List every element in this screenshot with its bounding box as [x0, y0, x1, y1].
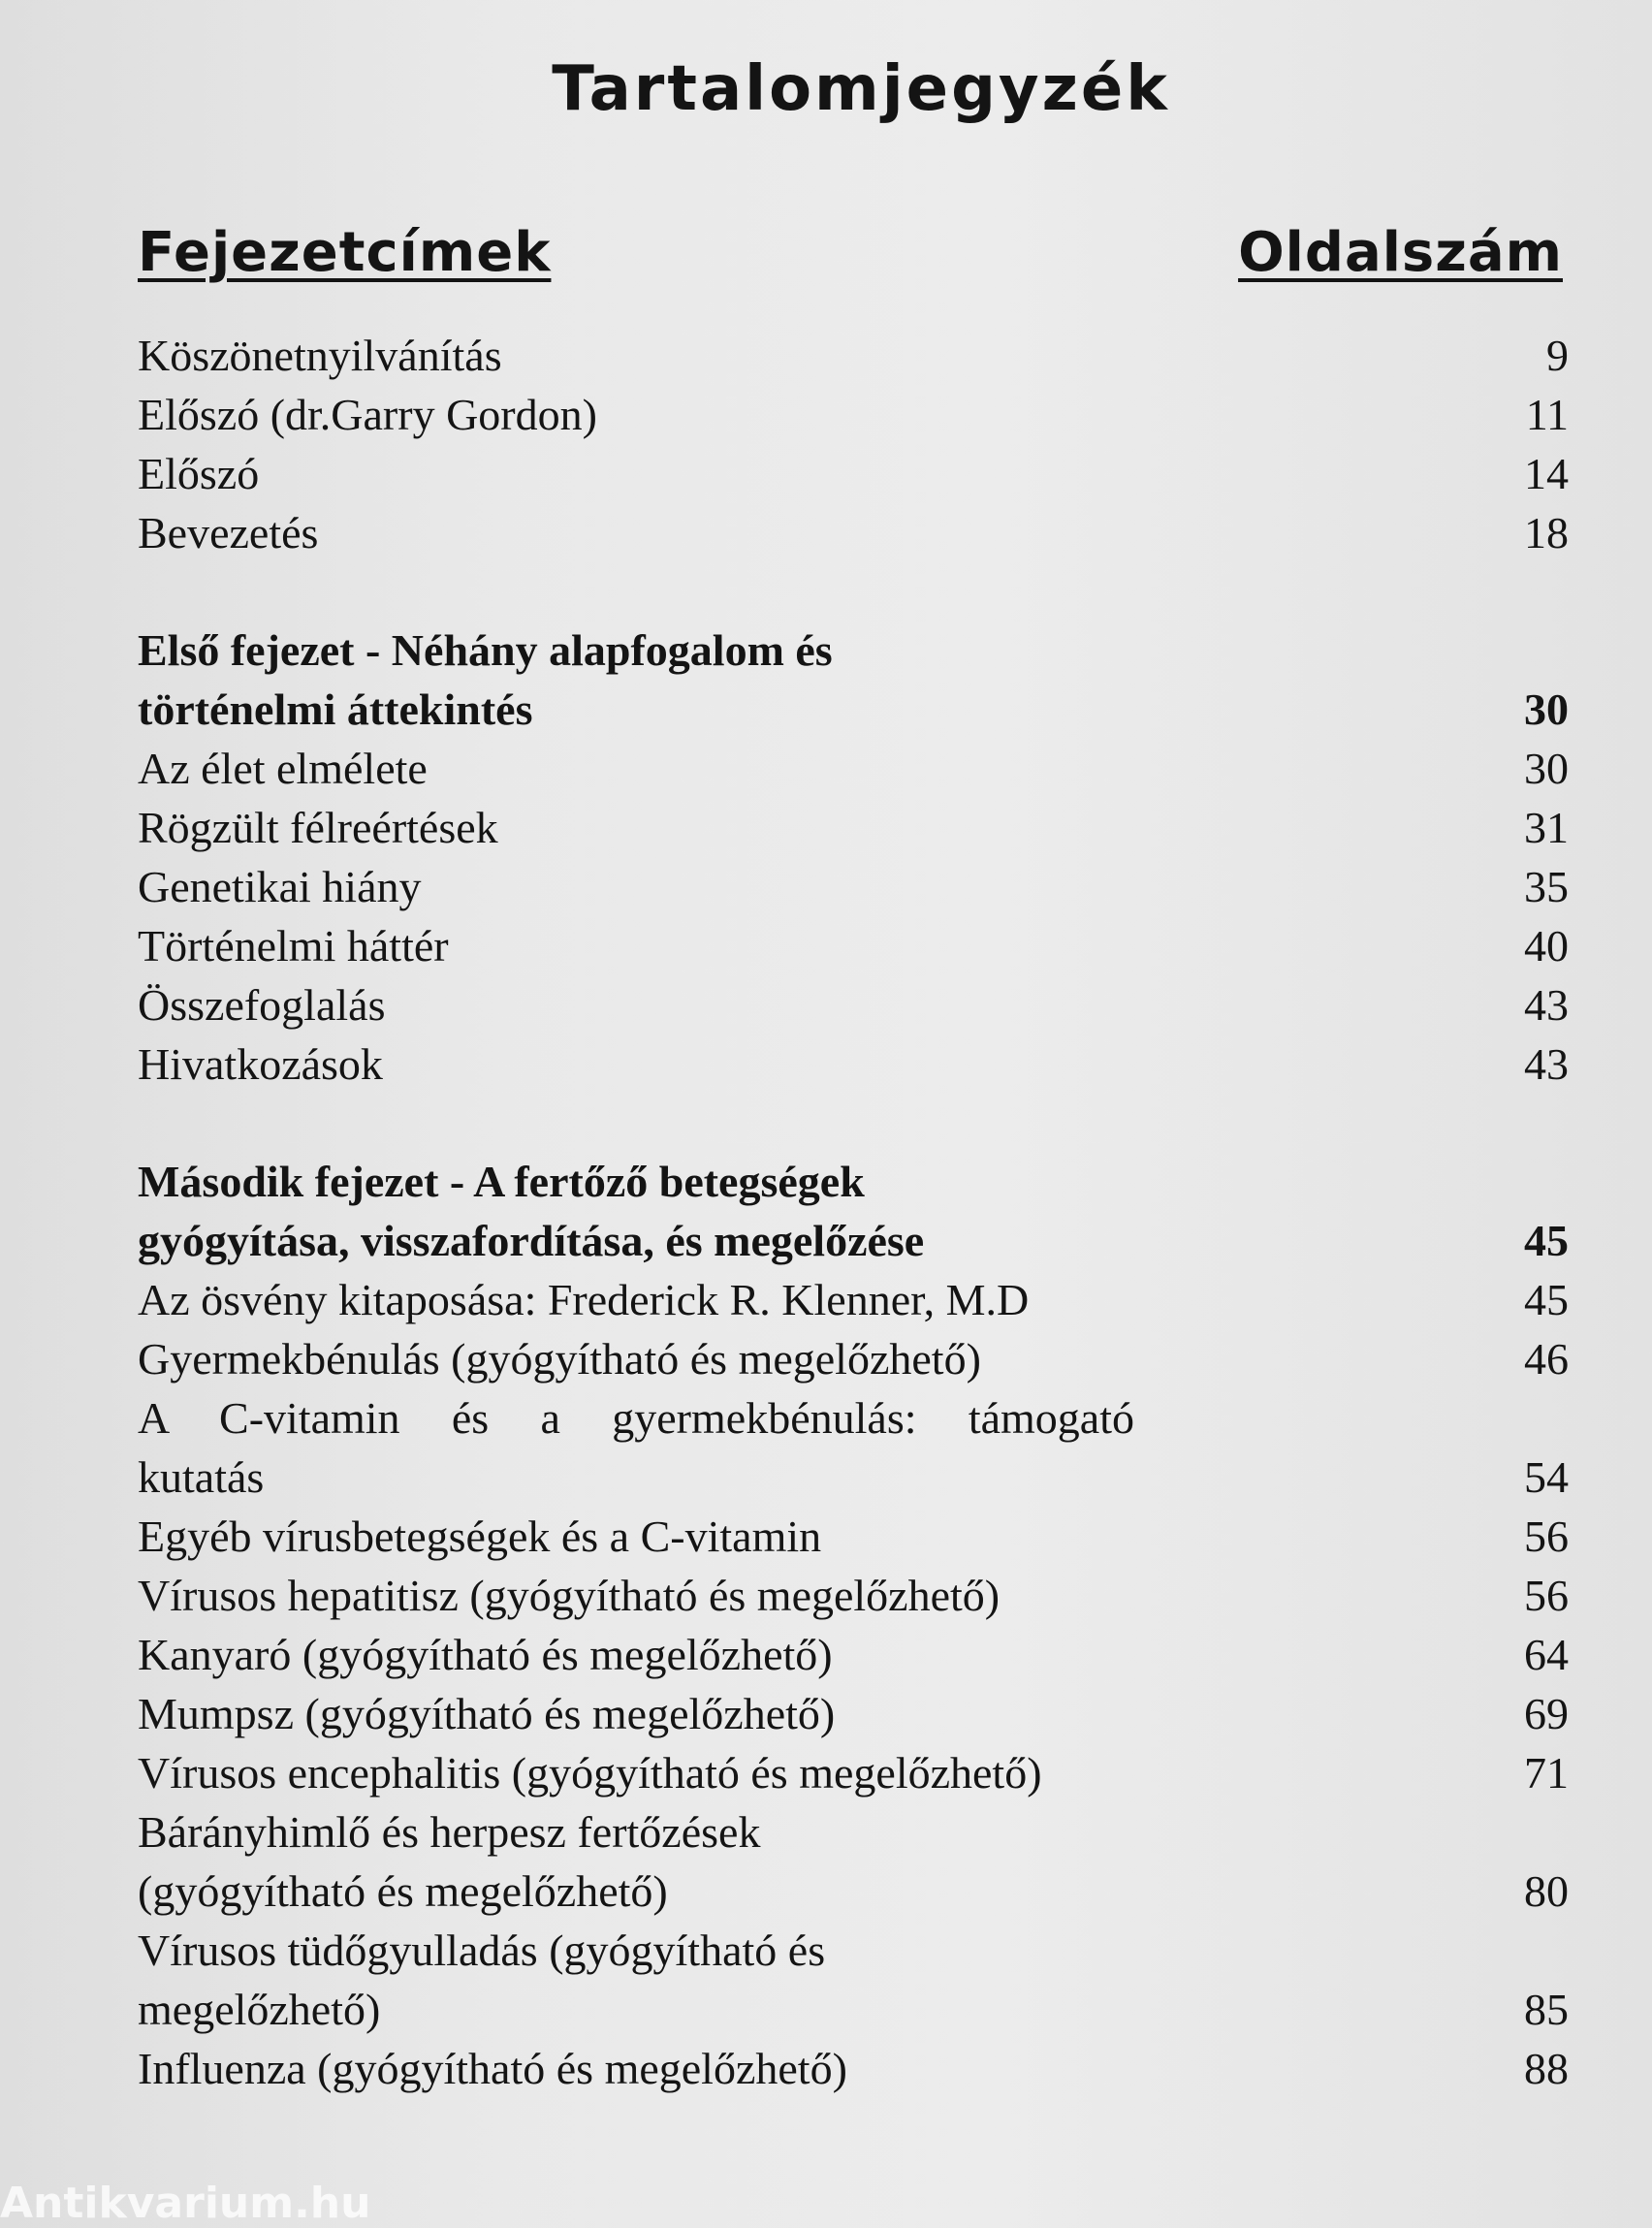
toc-entry-title: Vírusos tüdőgyulladás (gyógyítható és — [138, 1926, 826, 1975]
toc-entry-title: megelőzhető) — [138, 1985, 381, 2034]
toc-entry — [138, 1566, 1569, 1625]
toc-entry — [138, 1270, 1569, 1329]
toc-entry — [138, 857, 1569, 916]
toc-entry — [138, 1329, 1569, 1388]
toc-entry-title: Genetikai hiány — [138, 862, 422, 911]
toc-entry — [138, 739, 1569, 798]
toc-entry-page: 43 — [1524, 980, 1569, 1030]
toc-entry-title: Történelmi háttér — [138, 921, 449, 971]
toc-entry-page: 71 — [1524, 1748, 1569, 1798]
toc-entry-title: Előszó — [138, 449, 260, 498]
chapter-heading-text: Első fejezet - Néhány alapfogalom és — [138, 625, 833, 675]
toc-entry-title: Előszó (dr.Garry Gordon) — [138, 390, 597, 439]
toc-entry — [138, 503, 1569, 562]
toc-entry-title: (gyógyítható és megelőzhető) — [138, 1866, 668, 1916]
toc-entry-title: Az ösvény kitaposása: Frederick R. Klenner, M.D — [138, 1275, 1030, 1324]
chapter-heading-line — [138, 621, 1569, 680]
toc-entry — [138, 1034, 1569, 1094]
toc-entry-page: 54 — [1524, 1452, 1569, 1502]
toc-entry-title: Egyéb vírusbetegségek és a C-vitamin — [138, 1512, 822, 1561]
toc-entry-title: A C-vitamin és a gyermekbénulás: támogató — [138, 1393, 1134, 1443]
toc-entry-title: Bárányhimlő és herpesz fertőzések — [138, 1807, 761, 1857]
toc-entry-title: kutatás — [138, 1452, 265, 1502]
toc-entry-page: 46 — [1524, 1334, 1569, 1384]
toc-entry-line — [138, 1802, 1569, 1862]
toc-entry — [138, 444, 1569, 503]
toc-entry-line — [138, 1921, 1569, 1980]
toc-entry-page: 69 — [1524, 1689, 1569, 1738]
toc-entry-page: 14 — [1524, 449, 1569, 498]
toc-entry — [138, 385, 1569, 444]
toc-entry-page: 43 — [1524, 1039, 1569, 1089]
toc-entry-page: 31 — [1524, 803, 1569, 852]
toc-entry-page: 80 — [1524, 1866, 1569, 1916]
toc-entry-title: Gyermekbénulás (gyógyítható és megelőzhető) — [138, 1334, 981, 1384]
chapter-column-header: Fejezetcímek — [138, 221, 552, 284]
toc-entry — [138, 1625, 1569, 1684]
chapter-heading-text: Második fejezet - A fertőző betegségek — [138, 1157, 865, 1206]
chapter-heading-page: 30 — [1524, 684, 1569, 734]
toc-entry-page: 45 — [1524, 1275, 1569, 1324]
chapter-heading-line — [138, 1152, 1569, 1211]
toc-entry-page: 30 — [1524, 744, 1569, 793]
toc-entry — [138, 1448, 1569, 1507]
toc-entry-page: 64 — [1524, 1630, 1569, 1679]
toc-entry-title: Bevezetés — [138, 508, 319, 557]
chapter-heading-line — [138, 1211, 1569, 1270]
toc-entry-title: Vírusos hepatitisz (gyógyítható és megelőzhető) — [138, 1571, 1001, 1620]
toc-entry-page: 35 — [1524, 862, 1569, 911]
toc-entry — [138, 1862, 1569, 1921]
toc-entry-title: Mumpsz (gyógyítható és megelőzhető) — [138, 1689, 836, 1738]
toc-entry — [138, 1684, 1569, 1743]
section-gap — [138, 1094, 1569, 1152]
toc-entry-title: Az élet elmélete — [138, 744, 428, 793]
toc-entry-page: 85 — [1524, 1985, 1569, 2034]
toc-entry-page: 40 — [1524, 921, 1569, 971]
page-title: Tartalomjegyzék — [552, 53, 1170, 125]
toc-entry — [138, 2039, 1569, 2098]
chapter-heading-line — [138, 680, 1569, 739]
toc-entry-title: Hivatkozások — [138, 1039, 383, 1089]
toc-entry — [138, 1507, 1569, 1566]
chapter-heading-text: gyógyítása, visszafordítása, és megelőzése — [138, 1216, 925, 1265]
toc-entry — [138, 1743, 1569, 1802]
toc-entry-page: 88 — [1524, 2044, 1569, 2093]
toc-entry-title: Köszönetnyilvánítás — [138, 331, 502, 380]
toc-entry — [138, 326, 1569, 385]
page-column-header: Oldalszám — [1238, 221, 1563, 284]
toc-entry — [138, 916, 1569, 975]
toc-entry-title: Rögzült félreértések — [138, 803, 498, 852]
chapter-heading-text: történelmi áttekintés — [138, 684, 533, 734]
toc-entry-title: Kanyaró (gyógyítható és megelőzhető) — [138, 1630, 833, 1679]
section-gap — [138, 562, 1569, 621]
toc-entry-page: 18 — [1524, 508, 1569, 557]
watermark-text: Antikvarium.hu — [0, 2179, 371, 2228]
toc-entry-line — [138, 1388, 1569, 1448]
toc-entry — [138, 975, 1569, 1034]
toc-entry-title: Vírusos encephalitis (gyógyítható és megelőzhető) — [138, 1748, 1042, 1798]
toc-entry — [138, 798, 1569, 857]
toc-entry — [138, 1980, 1569, 2039]
toc-entry-page: 56 — [1524, 1571, 1569, 1620]
chapter-heading-page: 45 — [1524, 1216, 1569, 1265]
toc-entry-page: 9 — [1546, 331, 1569, 380]
toc-entry-page: 56 — [1524, 1512, 1569, 1561]
toc-entry-title: Influenza (gyógyítható és megelőzhető) — [138, 2044, 847, 2093]
toc-entry-page: 11 — [1525, 390, 1569, 439]
table-of-contents — [138, 326, 1569, 2098]
toc-entry-title: Összefoglalás — [138, 980, 386, 1030]
